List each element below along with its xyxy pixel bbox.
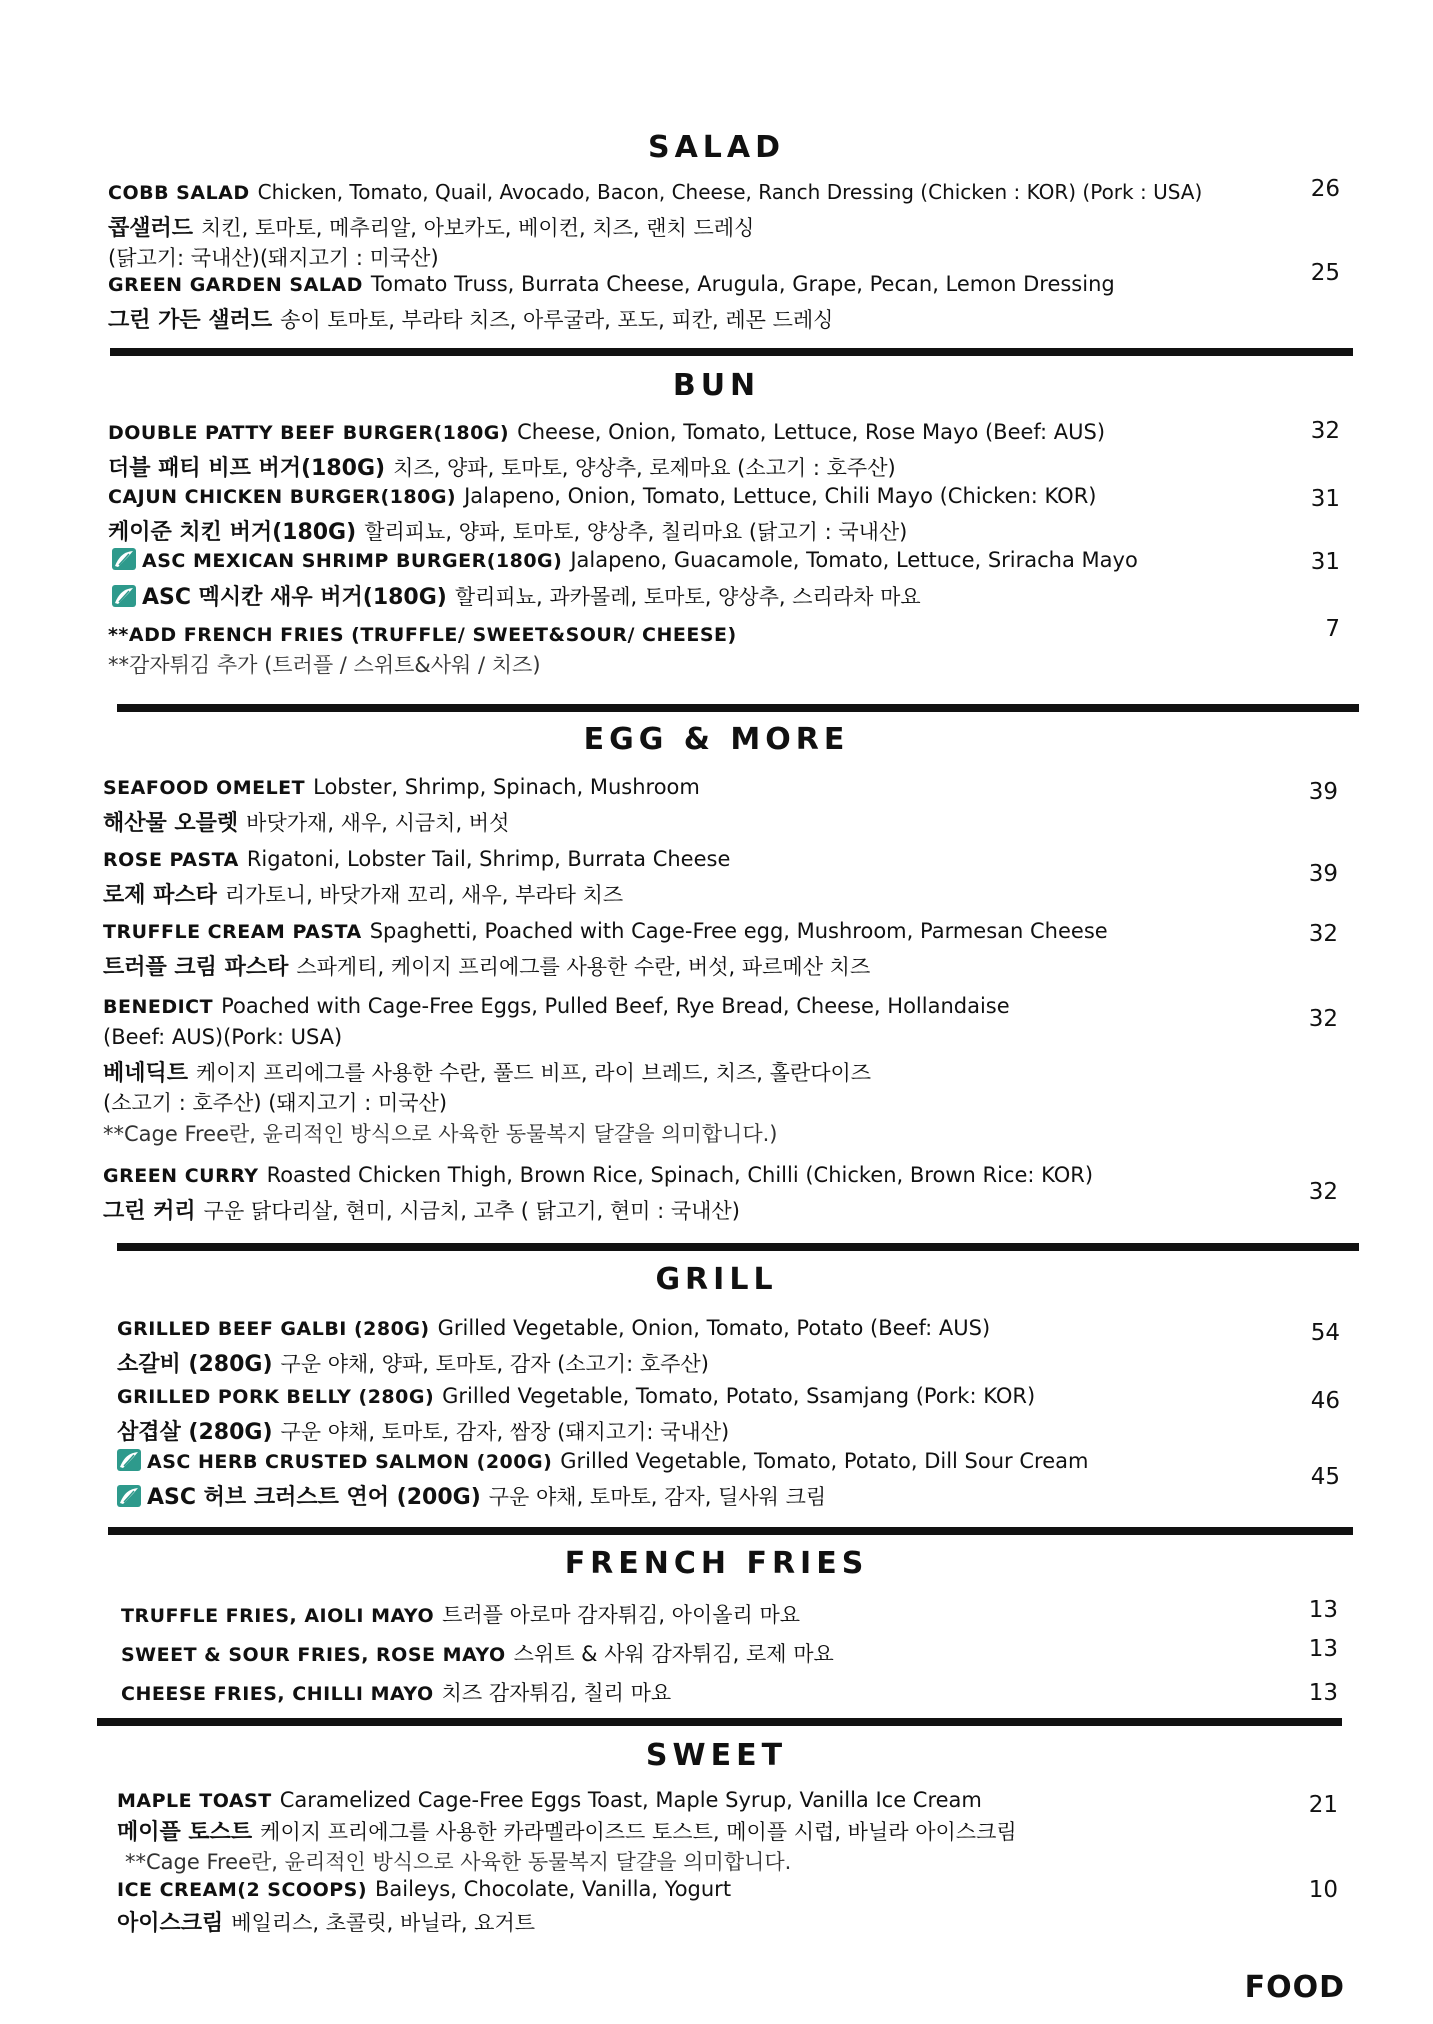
item-price: 13 xyxy=(1308,1680,1338,1706)
item-description: Spaghetti, Poached with Cage-Free egg, Mushroom, Parmesan Cheese xyxy=(369,919,1108,943)
item-description-ko: 치즈, 양파, 토마토, 양상추, 로제마요 (소고기 : 호주산) xyxy=(393,456,896,480)
item-name: **ADD FRENCH FRIES (TRUFFLE/ SWEET&SOUR/ CHEESE) xyxy=(108,624,737,646)
item-description: Baileys, Chocolate, Vanilla, Yogurt xyxy=(375,1877,732,1901)
item-name: DOUBLE PATTY BEEF BURGER(180G) xyxy=(108,422,510,444)
item-price: 21 xyxy=(1308,1792,1338,1818)
section-divider xyxy=(117,704,1359,712)
item-price: 13 xyxy=(1308,1597,1338,1623)
asc-certified-icon xyxy=(117,1485,141,1507)
item-price: 32 xyxy=(1308,921,1338,947)
section-title-bun: BUN xyxy=(672,368,761,403)
item-price: 54 xyxy=(1310,1320,1340,1346)
cage-free-note: **Cage Free란, 윤리적인 방식으로 사육한 동물복지 달걀을 의미합니다. xyxy=(125,1850,792,1874)
item-name-ko: 그린 가든 샐러드 xyxy=(108,308,273,333)
item-origin-ko: (닭고기: 국내산)(돼지고기 : 미국산) xyxy=(108,246,439,270)
item-description-ko: 바닷가재, 새우, 시금치, 버섯 xyxy=(246,811,510,835)
item-description-ko: 할리피뇨, 과카몰레, 토마토, 양상추, 스리라차 마요 xyxy=(454,585,921,609)
asc-certified-icon xyxy=(112,548,136,570)
item-description-ko: 치킨, 토마토, 메추리알, 아보카도, 베이컨, 치즈, 랜치 드레싱 xyxy=(201,216,755,240)
item-name-ko: ASC 멕시칸 새우 버거(180G) xyxy=(142,585,447,610)
item-name-ko: 트러플 크림 파스타 xyxy=(103,955,289,980)
item-description: Poached with Cage-Free Eggs, Pulled Beef, Rye Bread, Cheese, Hollandaise xyxy=(221,994,1010,1018)
item-name-ko: 해산물 오믈렛 xyxy=(103,811,239,836)
item-price: 45 xyxy=(1310,1464,1340,1490)
item-description-ko: 송이 토마토, 부라타 치즈, 아루굴라, 포도, 피칸, 레몬 드레싱 xyxy=(280,308,834,332)
item-name-ko: 케이준 치킨 버거(180G) xyxy=(108,520,357,545)
item-description: Chicken, Tomato, Quail, Avocado, Bacon, Cheese, Ranch Dressing (Chicken : KOR) (Pork : USA) xyxy=(257,180,1203,204)
item-price: 31 xyxy=(1310,486,1340,512)
item-price: 32 xyxy=(1310,418,1340,444)
item-description: Grilled Vegetable, Tomato, Potato, Dill Sour Cream xyxy=(560,1449,1089,1473)
item-description-ko: 구운 닭다리살, 현미, 시금치, 고추 ( 닭고기, 현미 : 국내산) xyxy=(203,1199,740,1223)
item-name-ko: 베네딕트 xyxy=(103,1061,189,1086)
section-divider xyxy=(97,1718,1342,1726)
section-title-sweet: SWEET xyxy=(645,1738,788,1773)
item-price: 32 xyxy=(1308,1006,1338,1032)
section-title-egg-more: EGG & MORE xyxy=(583,722,850,757)
item-price: 26 xyxy=(1310,176,1340,202)
item-description-ko: 리가토니, 바닷가재 꼬리, 새우, 부라타 치즈 xyxy=(224,883,624,907)
item-name: SEAFOOD OMELET xyxy=(103,777,306,799)
item-name-ko: 메이플 토스트 xyxy=(117,1820,253,1845)
section-title-grill: GRILL xyxy=(655,1262,778,1297)
item-description-ko: 구운 야채, 양파, 토마토, 감자 (소고기: 호주산) xyxy=(280,1352,709,1376)
item-name: CAJUN CHICKEN BURGER(180G) xyxy=(108,486,457,508)
item-name: MAPLE TOAST xyxy=(117,1790,272,1812)
item-description: Cheese, Onion, Tomato, Lettuce, Rose Mayo (Beef: AUS) xyxy=(517,420,1106,444)
item-description: Lobster, Shrimp, Spinach, Mushroom xyxy=(313,775,700,799)
item-name: ASC HERB CRUSTED SALMON (200G) xyxy=(147,1451,553,1473)
item-name: ICE CREAM(2 SCOOPS) xyxy=(117,1879,368,1901)
item-description: Grilled Vegetable, Tomato, Potato, Ssamjang (Pork: KOR) xyxy=(442,1384,1036,1408)
item-name: TRUFFLE CREAM PASTA xyxy=(103,921,362,943)
section-title-french-fries: FRENCH FRIES xyxy=(564,1546,869,1581)
item-name: COBB SALAD xyxy=(108,182,250,204)
item-name: BENEDICT xyxy=(103,996,214,1018)
item-name: GRILLED PORK BELLY (280G) xyxy=(117,1386,435,1408)
section-divider xyxy=(108,1527,1353,1535)
item-price: 39 xyxy=(1308,779,1338,805)
item-price: 7 xyxy=(1325,616,1340,642)
item-name: TRUFFLE FRIES, AIOLI MAYO xyxy=(121,1605,435,1627)
section-title-salad: SALAD xyxy=(647,130,786,165)
item-description: Tomato Truss, Burrata Cheese, Arugula, Grape, Pecan, Lemon Dressing xyxy=(370,272,1115,296)
item-name-ko: 아이스크림 xyxy=(117,1911,224,1936)
item-description-ko: 스위트 & 사워 감자튀김, 로제 마요 xyxy=(513,1642,834,1666)
item-description: Jalapeno, Onion, Tomato, Lettuce, Chili Mayo (Chicken: KOR) xyxy=(464,484,1097,508)
item-description-ko: 케이지 프리에그를 사용한 수란, 풀드 비프, 라이 브레드, 치즈, 홀란다이즈 xyxy=(196,1061,872,1085)
item-name-ko: 콥샐러드 xyxy=(108,216,194,241)
item-description-ko: 구운 야채, 토마토, 감자, 쌈장 (돼지고기: 국내산) xyxy=(280,1420,730,1444)
item-description: Jalapeno, Guacamole, Tomato, Lettuce, Sriracha Mayo xyxy=(570,548,1138,572)
item-price: 39 xyxy=(1308,861,1338,887)
page-footer-label: FOOD xyxy=(1244,1970,1345,2005)
item-description-ko: 트러플 아로마 감자튀김, 아이올리 마요 xyxy=(442,1603,801,1627)
section-divider xyxy=(117,1243,1359,1251)
item-description: Grilled Vegetable, Onion, Tomato, Potato (Beef: AUS) xyxy=(437,1316,991,1340)
item-name: GREEN CURRY xyxy=(103,1165,259,1187)
item-origin: (Beef: AUS)(Pork: USA) xyxy=(103,1025,343,1049)
item-name: GREEN GARDEN SALAD xyxy=(108,274,363,296)
item-name-ko: 로제 파스타 xyxy=(103,883,217,908)
item-origin-ko: (소고기 : 호주산) (돼지고기 : 미국산) xyxy=(103,1091,448,1115)
item-description-ko: 스파게티, 케이지 프리에그를 사용한 수란, 버섯, 파르메산 치즈 xyxy=(296,955,871,979)
item-description-ko: 케이지 프리에그를 사용한 카라멜라이즈드 토스트, 메이플 시럽, 바닐라 아이스크림 xyxy=(260,1820,1017,1844)
item-description: Rigatoni, Lobster Tail, Shrimp, Burrata Cheese xyxy=(246,847,731,871)
item-description-ko: 베일리스, 초콜릿, 바닐라, 요거트 xyxy=(231,1911,536,1935)
item-name-ko: 삼겹살 (280G) xyxy=(117,1420,273,1445)
item-description-ko: **감자튀김 추가 (트러플 / 스위트&사워 / 치즈) xyxy=(108,653,541,677)
asc-certified-icon xyxy=(112,585,136,607)
item-name-ko: 더블 패티 비프 버거(180G) xyxy=(108,456,386,481)
item-price: 46 xyxy=(1310,1388,1340,1414)
item-name-ko: 그린 커리 xyxy=(103,1199,196,1224)
section-divider xyxy=(110,348,1353,356)
item-description-ko: 구운 야채, 토마토, 감자, 딜사워 크림 xyxy=(488,1485,827,1509)
item-name: CHEESE FRIES, CHILLI MAYO xyxy=(121,1683,434,1705)
item-price: 31 xyxy=(1310,549,1340,575)
item-price: 10 xyxy=(1308,1877,1338,1903)
item-price: 13 xyxy=(1308,1636,1338,1662)
item-name: ASC MEXICAN SHRIMP BURGER(180G) xyxy=(142,550,563,572)
item-description: Caramelized Cage-Free Eggs Toast, Maple Syrup, Vanilla Ice Cream xyxy=(279,1788,982,1812)
item-price: 32 xyxy=(1308,1179,1338,1205)
item-name-ko: ASC 허브 크러스트 연어 (200G) xyxy=(147,1485,481,1510)
asc-certified-icon xyxy=(117,1449,141,1471)
cage-free-note: **Cage Free란, 윤리적인 방식으로 사육한 동물복지 달걀을 의미합니다.) xyxy=(103,1122,778,1146)
item-name: GRILLED BEEF GALBI (280G) xyxy=(117,1318,430,1340)
item-description-ko: 할리피뇨, 양파, 토마토, 양상추, 칠리마요 (닭고기 : 국내산) xyxy=(364,520,908,544)
item-name: SWEET & SOUR FRIES, ROSE MAYO xyxy=(121,1644,506,1666)
item-name: ROSE PASTA xyxy=(103,849,239,871)
item-description-ko: 치즈 감자튀김, 칠리 마요 xyxy=(441,1681,672,1705)
item-description: Roasted Chicken Thigh, Brown Rice, Spinach, Chilli (Chicken, Brown Rice: KOR) xyxy=(266,1163,1094,1187)
item-name-ko: 소갈비 (280G) xyxy=(117,1352,273,1377)
item-price: 25 xyxy=(1310,260,1340,286)
